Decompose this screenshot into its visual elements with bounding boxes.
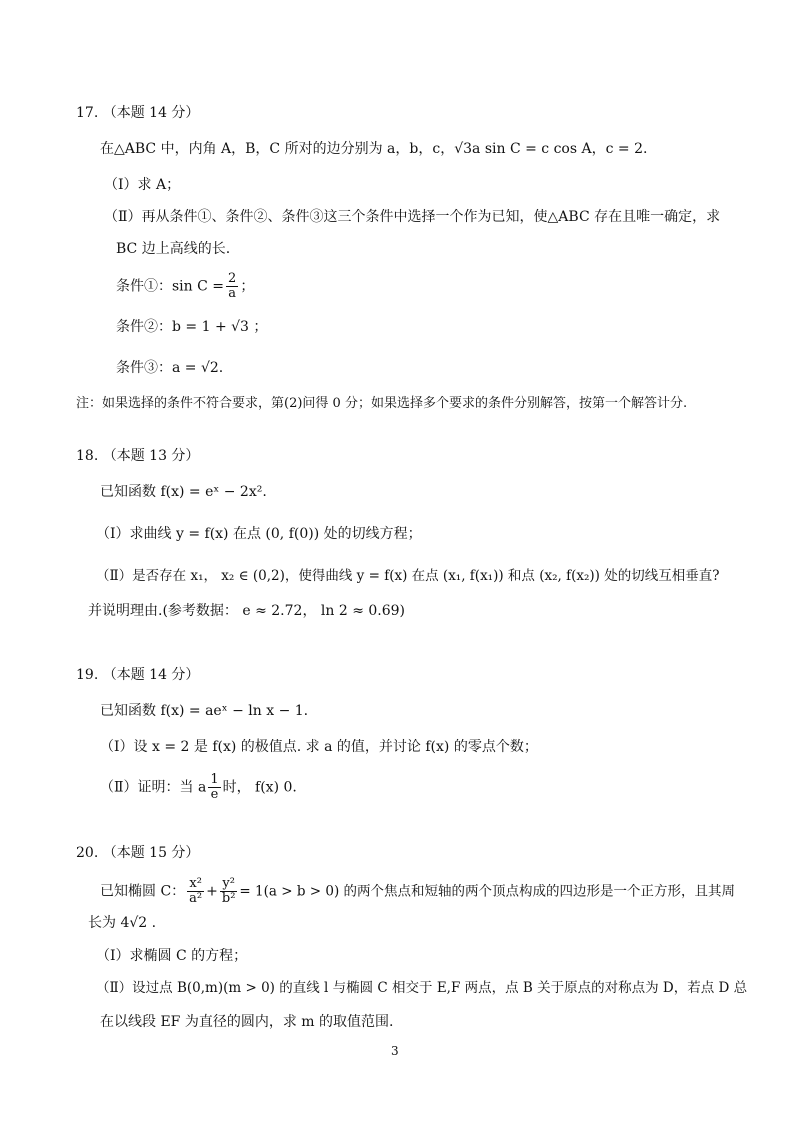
- fraction-denominator: a: [228, 286, 237, 301]
- problem-17-stem: 在△ABC 中，内角 A，B，C 所对的边分别为 a，b，c，√3a sin C = c cos A，c = 2.: [100, 141, 648, 157]
- fraction-numerator: y²: [220, 877, 238, 892]
- problem-17-condition-3: 条件③：a = √2.: [116, 360, 224, 376]
- problem-20-part2-line1: （Ⅱ）设过点 B(0,m)(m > 0) 的直线 l 与椭圆 C 相交于 E,F 两点，点 B 关于原点的对称点为 D，若点 D 总: [96, 980, 748, 996]
- problem-20-part1: （Ⅰ）求椭圆 C 的方程；: [96, 948, 248, 964]
- fraction-denominator: b²: [221, 891, 236, 906]
- problem-17-note: 注：如果选择的条件不符合要求，第(2)问得 0 分；如果选择多个要求的条件分别解答，按第一个解答计分.: [76, 396, 688, 411]
- problem-19-part2-suffix: 时， f(x) 0.: [222, 779, 297, 796]
- problem-19-part2: [100, 773, 297, 802]
- condition-1-fraction: [226, 272, 238, 301]
- problem-18-part1: （Ⅰ）求曲线 y = f(x) 在点 (0, f(0)) 处的切线方程；: [96, 526, 422, 542]
- plus-sign: +: [206, 883, 218, 900]
- problem-17-header: 17. （本题 14 分）: [76, 105, 200, 121]
- problem-18-part2-line1: （Ⅱ）是否存在 x₁， x₂ ∈ (0,2)，使得曲线 y = f(x) 在点 (x₁, f(x₁)) 和点 (x₂, f(x₂)) 处的切线互相垂直?: [96, 568, 720, 584]
- page-number: 3: [391, 1044, 399, 1058]
- problem-20-stem: [100, 877, 735, 906]
- problem-18-part2-line2: 并说明理由.(参考数据： e ≈ 2.72， ln 2 ≈ 0.69): [88, 603, 406, 619]
- problem-18-header: 18. （本题 13 分）: [76, 448, 200, 464]
- condition-1-suffix: ；: [240, 278, 255, 295]
- problem-19-fraction: [208, 773, 220, 802]
- problem-17-condition-1: [116, 272, 254, 301]
- problem-17-part2-line2: BC 边上高线的长.: [116, 241, 231, 257]
- ellipse-x-fraction: [187, 877, 204, 906]
- problem-17-part1: （Ⅰ）求 A；: [104, 177, 181, 193]
- problem-19-part1: （Ⅰ）设 x = 2 是 f(x) 的极值点. 求 a 的值，并讨论 f(x) 的零点个数；: [100, 739, 538, 755]
- fraction-denominator: a²: [189, 891, 203, 906]
- problem-18-stem: 已知函数 f(x) = eˣ − 2x².: [100, 484, 267, 500]
- problem-20-stem-prefix: 已知椭圆 C：: [100, 883, 186, 900]
- fraction-denominator: e: [210, 787, 219, 802]
- problem-20-part2-line2: 在以线段 EF 为直径的圆内，求 m 的取值范围.: [100, 1014, 394, 1030]
- problem-20-stem-line2: 长为 4√2 .: [88, 915, 157, 931]
- problem-20-header: 20. （本题 15 分）: [76, 845, 200, 861]
- problem-20-stem-suffix: = 1(a > b > 0) 的两个焦点和短轴的两个顶点构成的四边形是一个正方形，且其周: [239, 883, 736, 900]
- fraction-numerator: 2: [228, 271, 237, 286]
- fraction-numerator: 1: [210, 772, 219, 787]
- fraction-numerator: x²: [187, 877, 204, 892]
- ellipse-y-fraction: [220, 877, 238, 906]
- problem-19-part2-prefix: （Ⅱ）证明：当 a: [100, 779, 207, 796]
- problem-17-part2-line1: （Ⅱ）再从条件①、条件②、条件③这三个条件中选择一个作为已知，使△ABC 存在且唯一确定，求: [104, 209, 721, 225]
- problem-19-stem: 已知函数 f(x) = aeˣ − ln x − 1.: [100, 703, 309, 719]
- problem-19-header: 19. （本题 14 分）: [76, 667, 200, 683]
- problem-17-condition-2: 条件②：b = 1 + √3 ；: [116, 319, 268, 335]
- condition-1-prefix: 条件①：sin C =: [116, 278, 225, 295]
